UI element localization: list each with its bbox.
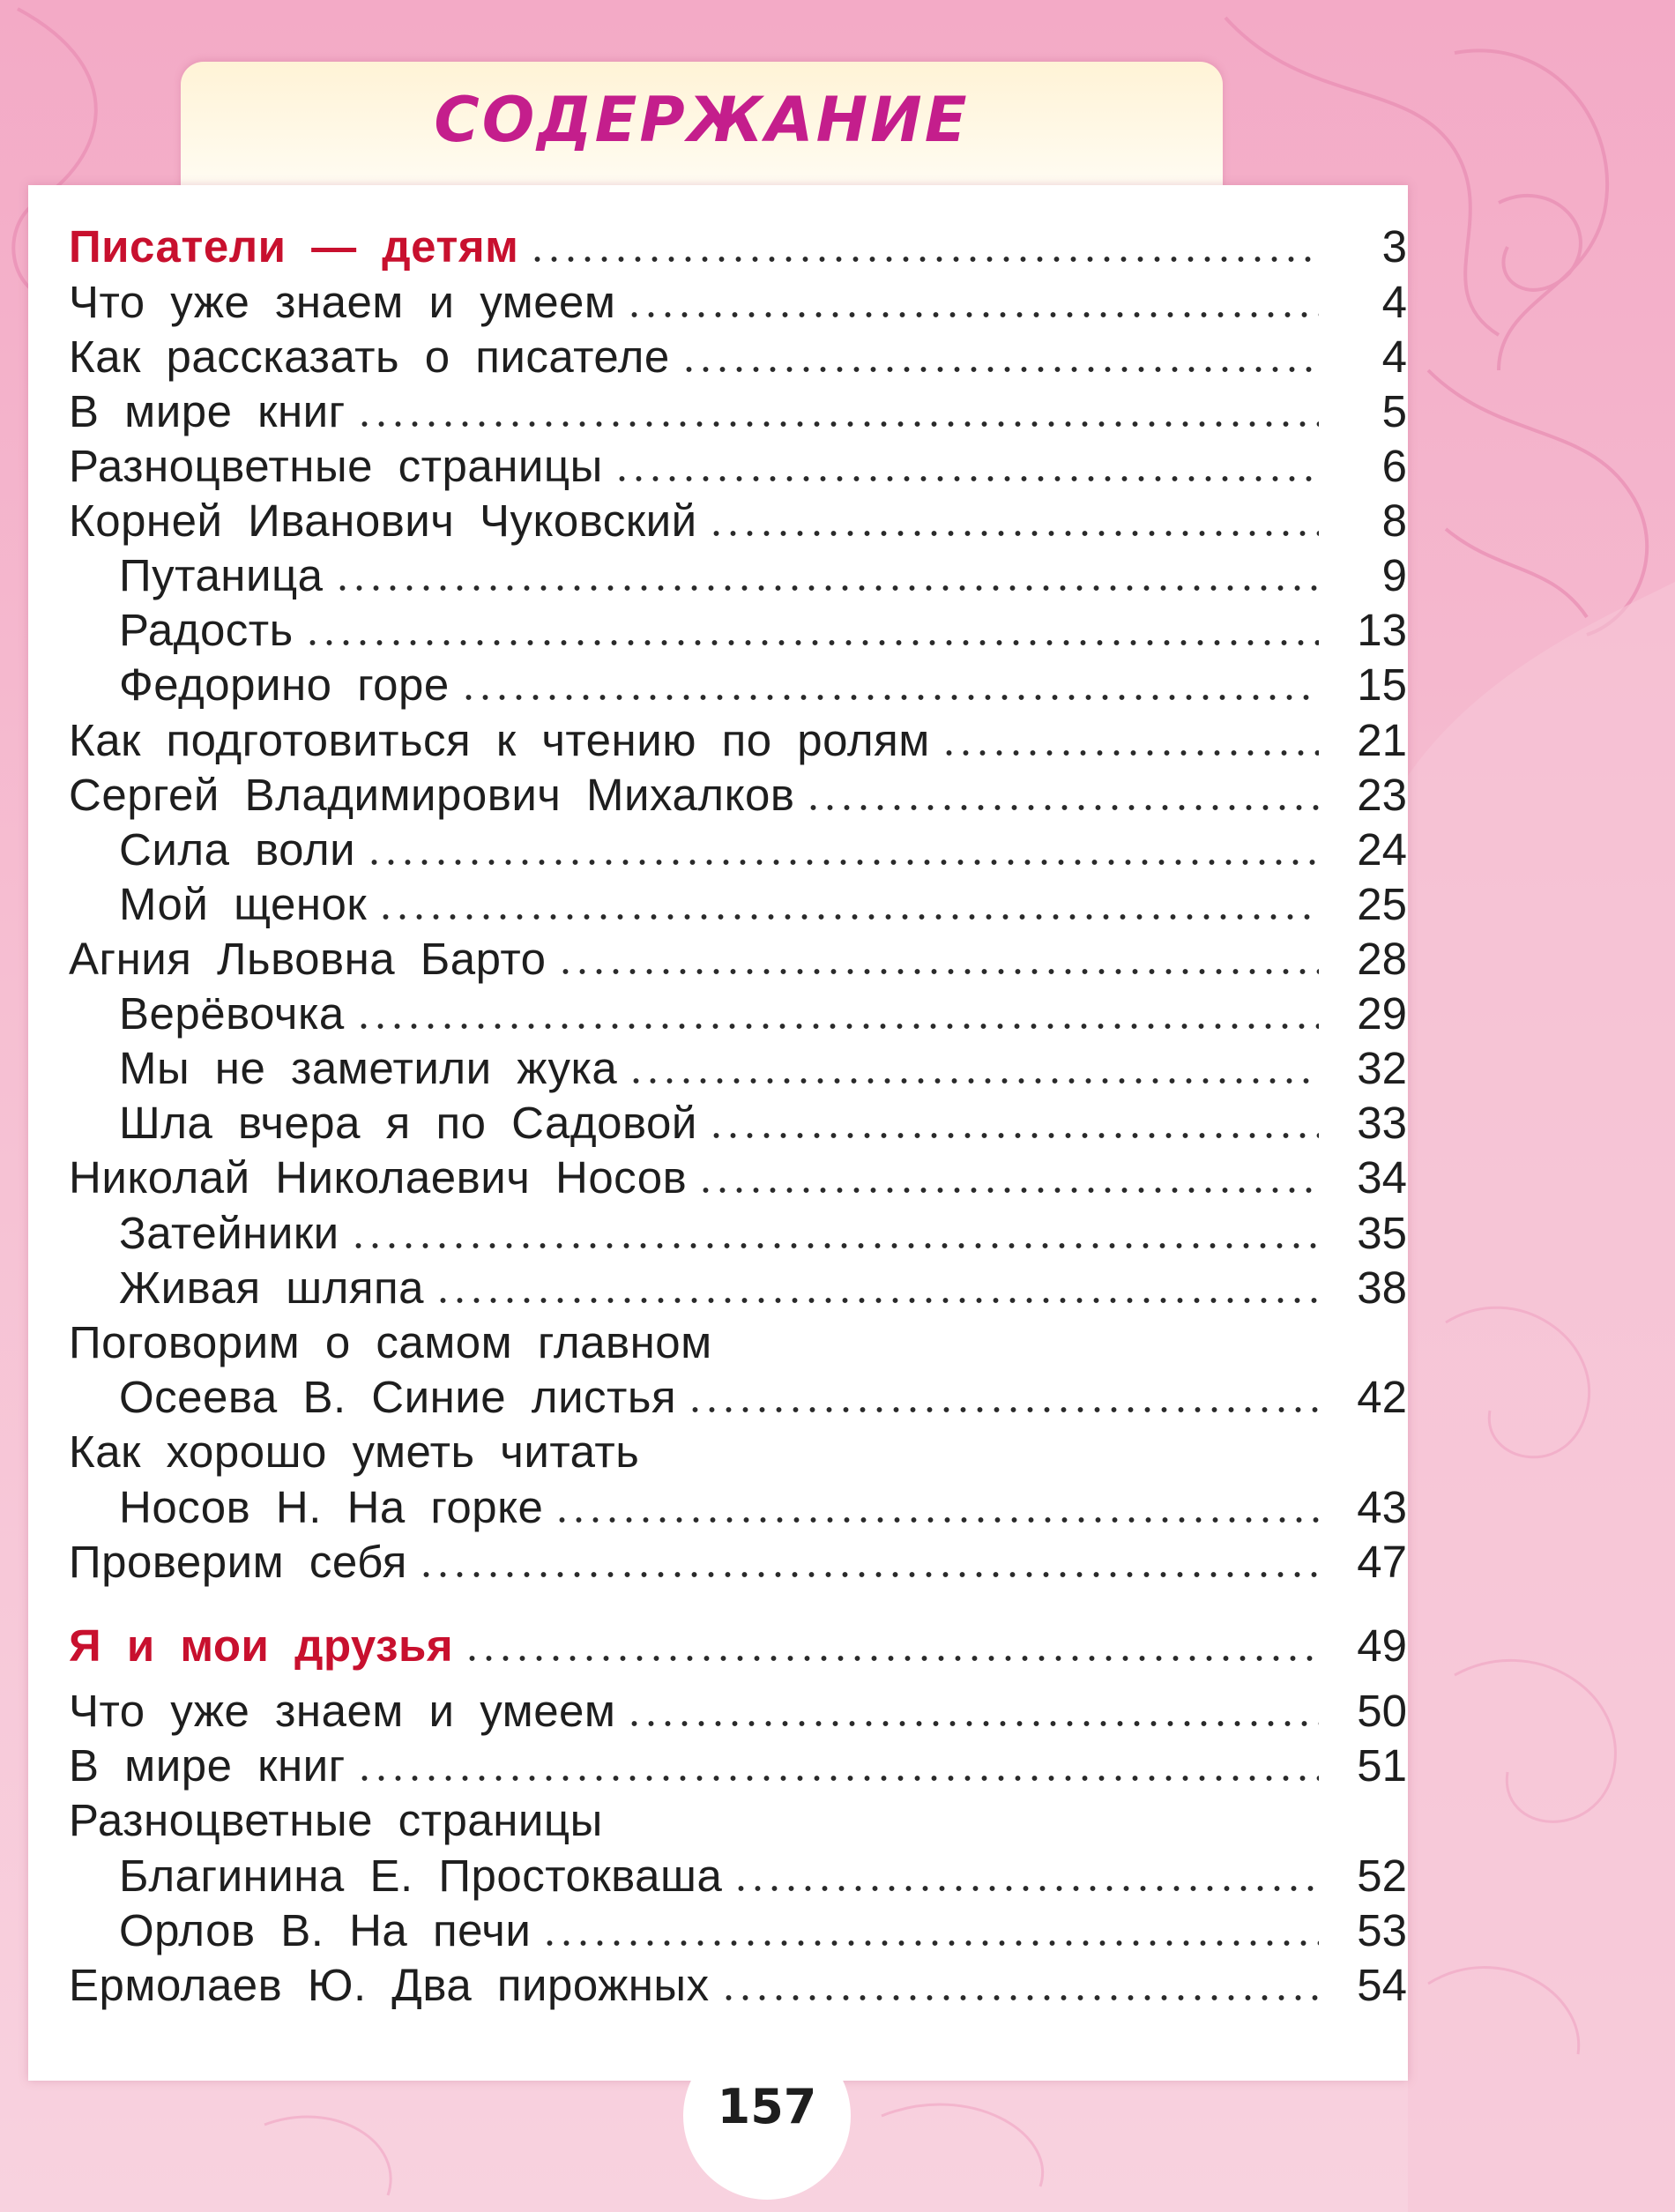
toc-entry-page: 49 [1357, 1620, 1407, 1671]
toc-entry-page: 32 [1357, 1043, 1407, 1093]
toc-entry-title: Поговорим о самом главном [69, 1317, 712, 1367]
dot-leader [435, 1297, 1319, 1304]
toc-entry-title: Сила воли [119, 824, 356, 875]
toc-section-heading [69, 1620, 1407, 1672]
toc-entry-page: 43 [1357, 1482, 1407, 1532]
dot-leader [350, 1242, 1319, 1249]
dot-leader [557, 968, 1320, 975]
toc-entry [119, 1850, 1407, 1903]
toc-entry-page: 53 [1357, 1905, 1407, 1955]
toc-entry-title: Разноцветные страницы [69, 1795, 603, 1845]
toc-entry-title: Живая шляпа [119, 1262, 425, 1313]
page-number: 157 [717, 2079, 817, 2134]
toc-section-heading [69, 220, 1407, 273]
dot-leader [356, 1775, 1319, 1782]
toc-entry-page: 15 [1357, 659, 1407, 710]
dot-leader [464, 1655, 1319, 1662]
toc-entry [119, 1207, 1407, 1260]
toc-entry-page: 21 [1357, 715, 1407, 765]
dot-leader [541, 1940, 1319, 1947]
toc-entry-title: Шла вчера я по Садовой [119, 1098, 697, 1148]
toc-entry-page: 38 [1357, 1262, 1407, 1313]
toc-entry [119, 659, 1407, 711]
toc-entry-title: Что уже знаем и умеем [69, 277, 616, 327]
dot-leader [334, 585, 1319, 592]
toc-entry [119, 987, 1407, 1040]
toc-entry [69, 1151, 1407, 1204]
toc-entry [69, 1316, 1407, 1369]
toc-entry [69, 769, 1407, 822]
toc-entry-title: Верёвочка [119, 988, 345, 1039]
toc-entry-page: 4 [1381, 277, 1407, 327]
toc-entry-title: Разноцветные страницы [69, 441, 603, 491]
toc-entry-page: 5 [1381, 386, 1407, 436]
toc-entry [69, 1739, 1407, 1792]
toc-entry-title: Федорино горе [119, 659, 450, 710]
page-title: СОДЕРЖАНИЕ [434, 84, 970, 156]
toc-entry-page: 6 [1381, 441, 1407, 491]
toc-entry-title: Корней Иванович Чуковский [69, 495, 697, 546]
toc-entry-title: В мире книг [69, 386, 346, 436]
dot-leader [460, 694, 1319, 701]
toc-entry [119, 1097, 1407, 1150]
toc-entry-title: Орлов В. На печи [119, 1905, 532, 1955]
toc-entry-title: Как рассказать о писателе [69, 331, 670, 382]
toc-entry-page: 24 [1357, 824, 1407, 875]
toc-entry [119, 1481, 1407, 1534]
dot-leader [720, 1994, 1319, 2001]
toc-entry-title: Как хорошо уметь читать [69, 1426, 640, 1477]
dot-leader [733, 1885, 1319, 1892]
dot-leader [529, 256, 1319, 263]
dot-leader [681, 366, 1319, 373]
toc-entry-title: Мы не заметили жука [119, 1043, 618, 1093]
toc-entry-page: 4 [1381, 331, 1407, 382]
dot-leader [708, 530, 1319, 537]
toc-entry [69, 385, 1407, 438]
toc-entry-title: Проверим себя [69, 1537, 407, 1587]
toc-entry-title: Затейники [119, 1208, 339, 1258]
toc-entry-title: Как подготовиться к чтению по ролям [69, 715, 930, 765]
toc-entry-page: 25 [1357, 879, 1407, 929]
toc-entry-page: 52 [1357, 1851, 1407, 1901]
dot-leader [377, 913, 1319, 920]
dot-leader [355, 1023, 1319, 1030]
toc-entry-page: 33 [1357, 1098, 1407, 1148]
toc-entry-title: Радость [119, 605, 294, 655]
toc-entry [119, 1262, 1407, 1315]
toc-entry-page: 42 [1357, 1372, 1407, 1422]
toc-entry [69, 495, 1407, 547]
toc-entry-title: Мой щенок [119, 879, 368, 929]
toc-entry-title: Ермолаев Ю. Два пирожных [69, 1960, 710, 2010]
toc-entry-page: 35 [1357, 1208, 1407, 1258]
toc-entry-page: 34 [1357, 1152, 1407, 1203]
toc-entry-title: Путаница [119, 550, 324, 600]
toc-entry-title: Агния Львовна Барто [69, 934, 547, 984]
toc-entry [69, 1536, 1407, 1589]
toc-entry-title: Носов Н. На горке [119, 1482, 544, 1532]
dot-leader [708, 1132, 1319, 1139]
toc-entry [69, 1685, 1407, 1738]
toc-entry-page: 51 [1357, 1740, 1407, 1791]
dot-leader [697, 1187, 1319, 1194]
toc-entry [119, 604, 1407, 657]
toc-entry [69, 1794, 1407, 1847]
dot-leader [356, 421, 1319, 428]
toc-entry-page: 50 [1357, 1686, 1407, 1736]
toc-entry [119, 549, 1407, 602]
toc-entry [119, 1042, 1407, 1095]
toc-entry-title: Я и мои друзья [69, 1620, 454, 1671]
toc-entry-title: Сергей Владимирович Михалков [69, 770, 795, 820]
toc-entry-page: 28 [1357, 934, 1407, 984]
dot-leader [614, 475, 1319, 482]
toc-entry [69, 440, 1407, 493]
toc-entry-page: 3 [1381, 221, 1407, 272]
dot-leader [626, 311, 1319, 318]
dot-leader [304, 639, 1319, 646]
toc-entry-title: Что уже знаем и умеем [69, 1686, 616, 1736]
dot-leader [366, 859, 1319, 866]
dot-leader [418, 1571, 1319, 1578]
toc-entry [69, 1959, 1407, 2012]
dot-leader [554, 1516, 1319, 1523]
toc-entry-page: 13 [1357, 605, 1407, 655]
toc-entry [119, 1371, 1407, 1424]
toc-entry [119, 878, 1407, 931]
toc-entry-title: Благинина Е. Простокваша [119, 1851, 723, 1901]
toc-entry-title: Осеева В. Синие листья [119, 1372, 677, 1422]
toc-entry [69, 714, 1407, 767]
toc-entry [119, 1904, 1407, 1957]
dot-leader [805, 804, 1319, 811]
toc-entry-title: В мире книг [69, 1740, 346, 1791]
toc-entry-page: 9 [1381, 550, 1407, 600]
dot-leader [628, 1077, 1319, 1084]
toc-entry [69, 276, 1407, 329]
toc-entry [69, 933, 1407, 986]
toc-entry [69, 331, 1407, 384]
toc-entry-page: 47 [1357, 1537, 1407, 1587]
dot-leader [687, 1406, 1319, 1413]
dot-leader [941, 749, 1319, 756]
toc-entry-title: Писатели — детям [69, 221, 519, 272]
toc-entry-page: 54 [1357, 1960, 1407, 2010]
toc-entry-title: Николай Николаевич Носов [69, 1152, 688, 1203]
toc-entry-page: 29 [1357, 988, 1407, 1039]
dot-leader [626, 1720, 1319, 1727]
toc-entry-page: 23 [1357, 770, 1407, 820]
toc-entry-page: 8 [1381, 495, 1407, 546]
toc-entry [69, 1426, 1407, 1478]
toc-entry [119, 823, 1407, 876]
